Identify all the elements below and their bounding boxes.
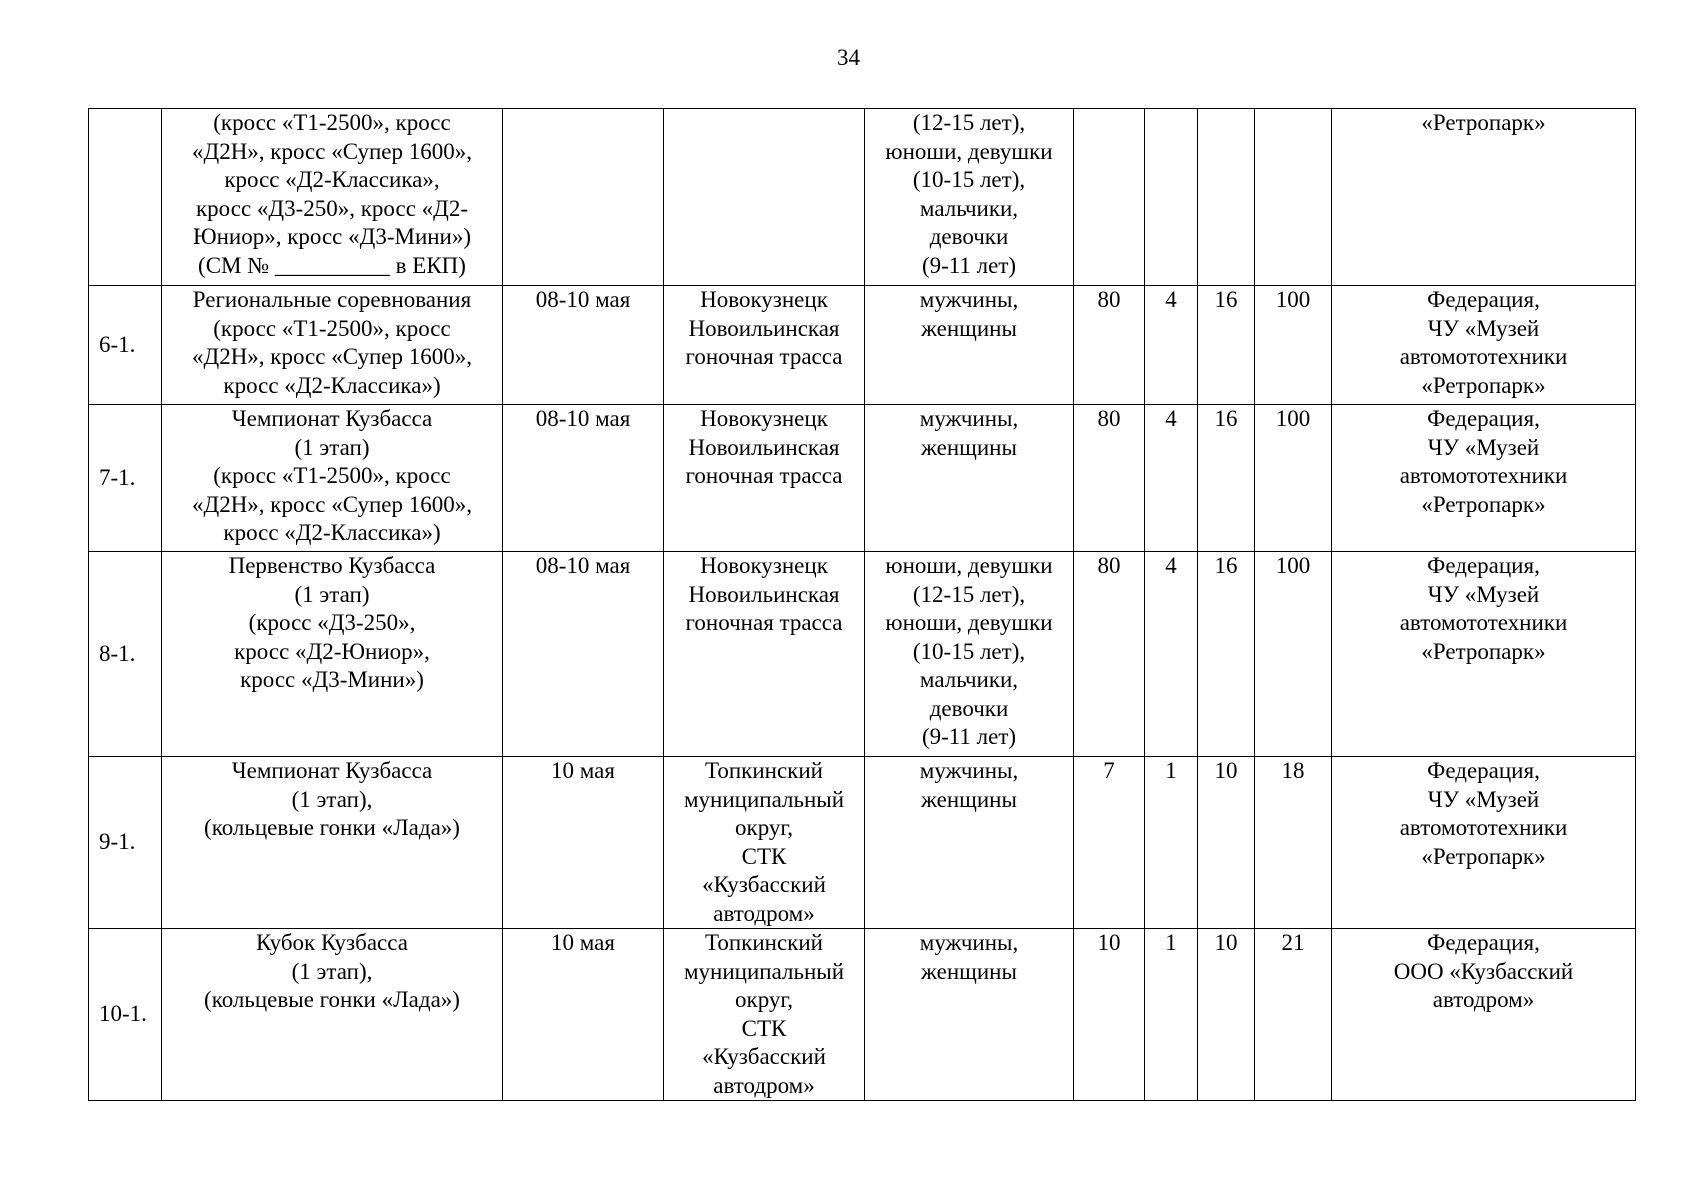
- event-organizer: Федерация, ООО «Кузбасский автодром»: [1332, 929, 1636, 1101]
- event-date: 08-10 мая: [503, 286, 664, 405]
- row-number: 8-1.: [89, 552, 162, 757]
- event-date: 10 мая: [503, 929, 664, 1101]
- count-col-3: 16: [1198, 552, 1255, 757]
- event-name: (кросс «Т1-2500», кросс «Д2Н», кросс «Супер 1600», кросс «Д2-Классика», кросс «Д3-250», кросс «Д2- Юниор», кросс «Д3-Мини») (СМ № __________ в ЕКП): [162, 109, 503, 286]
- event-organizer: Федерация, ЧУ «Музей автомототехники «Ретропарк»: [1332, 405, 1636, 552]
- count-col-4: 100: [1255, 405, 1332, 552]
- event-name: Кубок Кузбасса (1 этап), (кольцевые гонки «Лада»): [162, 929, 503, 1101]
- count-col-4: 100: [1255, 552, 1332, 757]
- event-participants: мужчины, женщины: [865, 286, 1074, 405]
- count-col-4: [1255, 109, 1332, 286]
- event-organizer: Федерация, ЧУ «Музей автомототехники «Ретропарк»: [1332, 757, 1636, 929]
- count-col-2: 1: [1145, 929, 1198, 1101]
- event-name: Первенство Кузбасса (1 этап) (кросс «Д3-250», кросс «Д2-Юниор», кросс «Д3-Мини»): [162, 552, 503, 757]
- count-col-2: 4: [1145, 552, 1198, 757]
- event-participants: мужчины, женщины: [865, 757, 1074, 929]
- event-date: 08-10 мая: [503, 552, 664, 757]
- events-table: [88, 108, 1636, 1101]
- count-col-2: 1: [1145, 757, 1198, 929]
- event-participants: юноши, девушки (12-15 лет), юноши, девушки (10-15 лет), мальчики, девочки (9-11 лет): [865, 552, 1074, 757]
- event-date: [503, 109, 664, 286]
- event-participants: мужчины, женщины: [865, 405, 1074, 552]
- count-col-4: 18: [1255, 757, 1332, 929]
- event-date: 10 мая: [503, 757, 664, 929]
- count-col-1: 80: [1074, 552, 1145, 757]
- row-number: 7-1.: [89, 405, 162, 552]
- row-number: 9-1.: [89, 757, 162, 929]
- table-row: [89, 552, 1636, 757]
- count-col-2: [1145, 109, 1198, 286]
- event-place: Новокузнецк Новоильинская гоночная трасса: [664, 405, 865, 552]
- count-col-2: 4: [1145, 405, 1198, 552]
- event-name: Региональные соревнования (кросс «Т1-2500», кросс «Д2Н», кросс «Супер 1600», кросс «Д2-Классика»): [162, 286, 503, 405]
- count-col-1: 7: [1074, 757, 1145, 929]
- count-col-1: [1074, 109, 1145, 286]
- event-name: Чемпионат Кузбасса (1 этап), (кольцевые гонки «Лада»): [162, 757, 503, 929]
- event-participants: мужчины, женщины: [865, 929, 1074, 1101]
- count-col-1: 10: [1074, 929, 1145, 1101]
- event-organizer: «Ретропарк»: [1332, 109, 1636, 286]
- table-row: [89, 109, 1636, 286]
- count-col-3: 10: [1198, 929, 1255, 1101]
- page-number: 34: [837, 45, 860, 70]
- event-participants: (12-15 лет), юноши, девушки (10-15 лет), мальчики, девочки (9-11 лет): [865, 109, 1074, 286]
- row-number: 6-1.: [89, 286, 162, 405]
- count-col-4: 21: [1255, 929, 1332, 1101]
- event-place: Топкинский муниципальный округ, СТК «Кузбасский автодром»: [664, 757, 865, 929]
- event-date: 08-10 мая: [503, 405, 664, 552]
- row-number: 10-1.: [89, 929, 162, 1101]
- table-row: [89, 286, 1636, 405]
- table-row: [89, 757, 1636, 929]
- count-col-3: [1198, 109, 1255, 286]
- count-col-4: 100: [1255, 286, 1332, 405]
- event-organizer: Федерация, ЧУ «Музей автомототехники «Ретропарк»: [1332, 286, 1636, 405]
- count-col-1: 80: [1074, 286, 1145, 405]
- event-name: Чемпионат Кузбасса (1 этап) (кросс «Т1-2500», кросс «Д2Н», кросс «Супер 1600», кросс «Д2-Классика»): [162, 405, 503, 552]
- event-place: Новокузнецк Новоильинская гоночная трасса: [664, 286, 865, 405]
- count-col-3: 10: [1198, 757, 1255, 929]
- row-number: [89, 109, 162, 286]
- table-row: [89, 405, 1636, 552]
- event-place: [664, 109, 865, 286]
- event-place: Топкинский муниципальный округ, СТК «Кузбасский автодром»: [664, 929, 865, 1101]
- count-col-1: 80: [1074, 405, 1145, 552]
- event-organizer: Федерация, ЧУ «Музей автомототехники «Ретропарк»: [1332, 552, 1636, 757]
- event-place: Новокузнецк Новоильинская гоночная трасса: [664, 552, 865, 757]
- count-col-3: 16: [1198, 405, 1255, 552]
- count-col-2: 4: [1145, 286, 1198, 405]
- count-col-3: 16: [1198, 286, 1255, 405]
- table-row: [89, 929, 1636, 1101]
